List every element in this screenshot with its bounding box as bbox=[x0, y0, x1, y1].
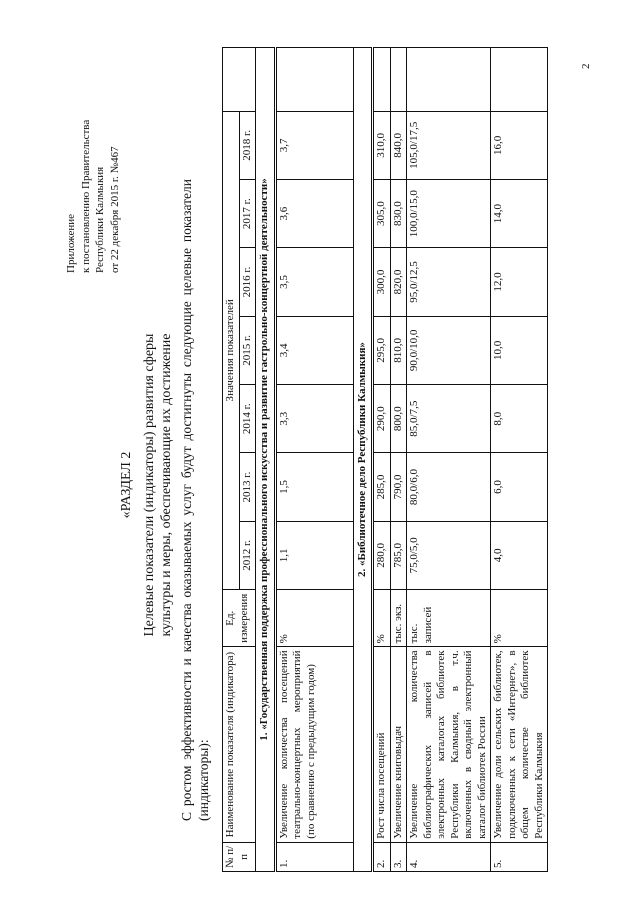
row-value: 105,0/17,5 bbox=[407, 111, 491, 179]
section-row bbox=[353, 48, 373, 872]
row-unit: тыс. экз. bbox=[390, 590, 407, 647]
section-row bbox=[256, 48, 276, 872]
row-value: 830,0 bbox=[390, 180, 407, 248]
row-name: Увеличение количества посещений театрально-концертных мероприятий (по сравнению с предыдущим годом) bbox=[275, 647, 353, 842]
row-unit: тыс. записей bbox=[407, 590, 491, 647]
header-year: 2016 г. bbox=[239, 248, 256, 316]
row-filler bbox=[373, 48, 391, 112]
title-line: культуры и меры, обеспечивающие их достижение bbox=[159, 333, 174, 637]
row-value: 90,0/10,0 bbox=[407, 316, 491, 384]
row-value: 12,0 bbox=[491, 248, 548, 316]
section-heading bbox=[118, 265, 175, 705]
row-value: 1,1 bbox=[275, 521, 353, 589]
row-value: 16,0 bbox=[491, 111, 548, 179]
row-value: 85,0/7,5 bbox=[407, 385, 491, 453]
row-value: 14,0 bbox=[491, 180, 548, 248]
row-value: 290,0 bbox=[373, 385, 391, 453]
row-name: Увеличение количества библиографических записей в электронных каталогах библиотек Республики Калмыкия, в т.ч. включенных в сводный электронный каталог библиотек России bbox=[407, 647, 491, 842]
header-year: 2013 г. bbox=[239, 453, 256, 521]
row-unit: % bbox=[491, 590, 548, 647]
row-value: 785,0 bbox=[390, 521, 407, 589]
row-value: 6,0 bbox=[491, 453, 548, 521]
header-values-group: Значения показателей bbox=[223, 111, 240, 589]
row-value: 820,0 bbox=[390, 248, 407, 316]
row-value: 75,0/5,0 bbox=[407, 521, 491, 589]
row-name: Увеличение доли сельских библиотек, подключенных к сети «Интернет», в общем количестве библиотек Республики Калмыкия bbox=[491, 647, 548, 842]
header-year: 2017 г. bbox=[239, 180, 256, 248]
row-value: 10,0 bbox=[491, 316, 548, 384]
row-value: 840,0 bbox=[390, 111, 407, 179]
section-title: 2. «Библиотечное дело Республики Калмыкия» bbox=[353, 48, 373, 872]
table-row bbox=[491, 48, 548, 872]
appendix-line: от 22 декабря 2015 г. №467 bbox=[108, 146, 121, 273]
row-value: 3,4 bbox=[275, 316, 353, 384]
row-value: 285,0 bbox=[373, 453, 391, 521]
row-value: 305,0 bbox=[373, 180, 391, 248]
row-value: 3,7 bbox=[275, 111, 353, 179]
appendix-line: Республики Калмыкия bbox=[94, 166, 106, 273]
row-name: Рост числа посещений bbox=[373, 647, 391, 842]
header-year: 2012 г. bbox=[239, 521, 256, 589]
header-filler bbox=[223, 48, 256, 112]
row-value: 100,0/15,0 bbox=[407, 180, 491, 248]
title-line: Целевые показатели (индикаторы) развития сферы bbox=[142, 333, 157, 637]
row-value: 280,0 bbox=[373, 521, 391, 589]
row-filler bbox=[390, 48, 407, 112]
row-value: 80,0/6,0 bbox=[407, 453, 491, 521]
row-filler bbox=[275, 48, 353, 112]
row-value: 310,0 bbox=[373, 111, 391, 179]
row-name: Увеличение книговыдач bbox=[390, 647, 407, 842]
row-value: 3,5 bbox=[275, 248, 353, 316]
table-row bbox=[407, 48, 491, 872]
table-row bbox=[373, 48, 391, 872]
row-num: 4. bbox=[407, 842, 491, 871]
page-number: 2 bbox=[580, 63, 592, 69]
row-value: 810,0 bbox=[390, 316, 407, 384]
header-year: 2018 г. bbox=[239, 111, 256, 179]
row-value: 3,3 bbox=[275, 385, 353, 453]
row-num: 5. bbox=[491, 842, 548, 871]
intro-paragraph: С ростом эффективности и качества оказываемых услуг будут достигнуты следующие целевые показатели (индикаторы): bbox=[179, 179, 211, 821]
row-value: 1,5 bbox=[275, 453, 353, 521]
header-year: 2014 г. bbox=[239, 385, 256, 453]
header-num: № п/п bbox=[223, 842, 256, 871]
row-num: 1. bbox=[275, 842, 353, 871]
row-value: 95,0/12,5 bbox=[407, 248, 491, 316]
row-filler bbox=[491, 48, 548, 112]
indicators-table bbox=[222, 47, 548, 872]
appendix-line: к постановлению Правительства bbox=[79, 119, 92, 273]
row-unit: % bbox=[275, 590, 353, 647]
row-filler bbox=[407, 48, 491, 112]
row-num: 2. bbox=[373, 842, 391, 871]
row-value: 3,6 bbox=[275, 180, 353, 248]
header-name: Наименование показателя (индикатора) bbox=[223, 647, 256, 842]
header-unit: Ед. измерения bbox=[223, 590, 256, 647]
row-value: 300,0 bbox=[373, 248, 391, 316]
section-title: 1. «Государственная поддержка профессионального искусства и развитие гастрольно-концертной деятельности» bbox=[256, 48, 276, 872]
row-value: 295,0 bbox=[373, 316, 391, 384]
header-year: 2015 г. bbox=[239, 316, 256, 384]
row-value: 790,0 bbox=[390, 453, 407, 521]
row-value: 8,0 bbox=[491, 385, 548, 453]
table-row bbox=[275, 48, 353, 872]
appendix-note bbox=[64, 53, 122, 273]
row-value: 800,0 bbox=[390, 385, 407, 453]
row-num: 3. bbox=[390, 842, 407, 871]
appendix-line: Приложение bbox=[65, 213, 77, 273]
section-label: «РАЗДЕЛ 2 bbox=[119, 451, 134, 519]
table-header-row bbox=[223, 48, 240, 872]
row-unit: % bbox=[373, 590, 391, 647]
row-value: 4,0 bbox=[491, 521, 548, 589]
table-row bbox=[390, 48, 407, 872]
